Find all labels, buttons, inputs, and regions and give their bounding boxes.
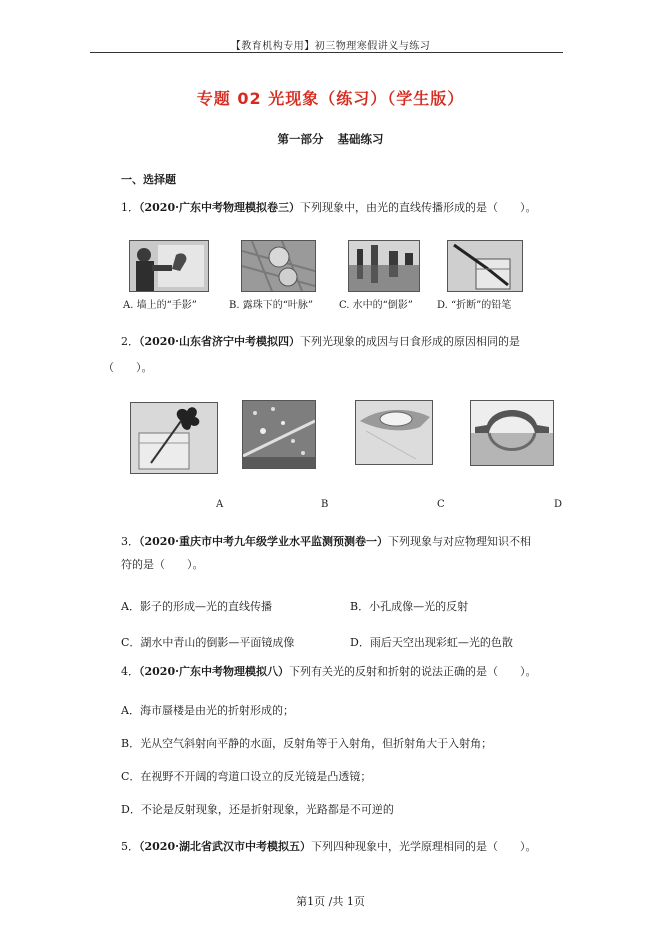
question-5 [121, 839, 536, 855]
q3-option-b: B．小孔成像—光的反射 [350, 600, 469, 613]
q1-image-a [129, 240, 209, 292]
q1-caption-b: B. 露珠下的“叶脉” [229, 300, 313, 311]
q2-image-b [242, 400, 316, 469]
q2-text: 下列光现象的成因与日食形成的原因相同的是 [299, 335, 520, 348]
q1-caption-a: A. 墙上的“手影” [123, 300, 197, 311]
q1-caption-d: D. “折断”的铅笔 [437, 300, 512, 311]
q2-label-d: D [554, 499, 563, 510]
q2-source: （2020·山东省济宁中考模拟四） [139, 335, 300, 348]
q4-text: 下列有关光的反射和折射的说法正确的是（ ）。 [288, 665, 537, 678]
section-heading: 一、选择题 [121, 173, 176, 186]
q2-number: 2． [121, 335, 139, 348]
q5-text: 下列四种现象中，光学原理相同的是（ ）。 [310, 840, 537, 853]
header-divider [90, 52, 563, 53]
q1-number: 1． [121, 201, 139, 214]
page-footer: 第1页 /共 1页 [296, 895, 365, 908]
q2-text-cont: （ ）。 [103, 361, 153, 374]
question-1 [121, 200, 536, 216]
q5-source: （2020·湖北省武汉市中考模拟五） [139, 840, 311, 853]
q4-option-b: B．光从空气斜射向平静的水面，反射角等于入射角，但折射角大于入射角； [121, 737, 493, 750]
q4-number: 4． [121, 665, 139, 678]
q3-text-cont: 符的是（ ）。 [121, 558, 204, 571]
q1-text: 下列现象中，由光的直线传播形成的是（ ）。 [299, 201, 537, 214]
q1-caption-c: C. 水中的“倒影” [339, 300, 413, 311]
q2-label-b: B [321, 499, 329, 510]
q3-option-c: C．湖水中青山的倒影—平面镜成像 [121, 636, 295, 649]
q2-image-d [470, 400, 554, 466]
question-3 [121, 534, 531, 550]
q2-label-a: A [216, 499, 224, 510]
q2-image-c [355, 400, 433, 465]
q1-image-d [447, 240, 523, 292]
question-2 [121, 334, 520, 350]
question-4 [121, 664, 536, 680]
part-heading: 第一部分 基础练习 [277, 132, 384, 146]
page-header: 【教育机构专用】初三物理寒假讲义与练习 [230, 41, 431, 52]
q4-option-a: A．海市蜃楼是由光的折射形成的； [121, 704, 294, 717]
q1-source: （2020·广东中考物理模拟卷三） [139, 201, 300, 214]
q2-image-a [130, 402, 218, 474]
q5-number: 5． [121, 840, 139, 853]
q4-option-c: C．在视野不开阔的弯道口设立的反光镜是凸透镜； [121, 770, 372, 783]
q2-label-c: C [437, 499, 445, 510]
q3-option-d: D．雨后天空出现彩虹—光的色散 [350, 636, 513, 649]
q3-source: （2020·重庆市中考九年级学业水平监测预测卷一） [139, 535, 388, 548]
q4-option-d: D．不论是反射现象，还是折射现象，光路都是不可逆的 [121, 803, 394, 816]
page-title: 专题 02 光现象（练习）（学生版） [196, 89, 465, 108]
q1-image-c [348, 240, 420, 292]
q1-image-b [241, 240, 316, 292]
q4-source: （2020·广东中考物理模拟八） [139, 665, 289, 678]
q3-text: 下列现象与对应物理知识不相 [387, 535, 531, 548]
q3-option-a: A．影子的形成—光的直线传播 [121, 600, 272, 613]
q3-number: 3． [121, 535, 139, 548]
